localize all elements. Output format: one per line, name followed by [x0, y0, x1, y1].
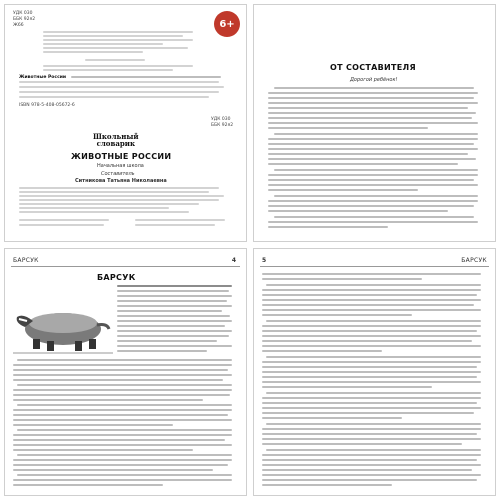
top-spread	[4, 4, 496, 242]
page-5	[253, 248, 496, 496]
running-header: БАРСУК	[13, 257, 39, 264]
bottom-spread	[4, 248, 496, 496]
bbk-code-2: Ж66	[13, 23, 24, 28]
page-number: 5	[262, 257, 267, 264]
page-number: 4	[231, 257, 236, 264]
foreword-greeting: Дорогой ребёнок!	[350, 77, 398, 83]
book-subtitle: Начальная школа	[97, 163, 144, 169]
compiler-name: Ситникова Татьяна Николаевна	[75, 178, 167, 184]
entry-title: БАРСУК	[97, 273, 136, 282]
udk-right: УДК 030	[211, 117, 231, 122]
compiler-label: Составитель	[101, 171, 135, 177]
bbk-right: ББК 92я2	[211, 123, 234, 128]
running-header: БАРСУК	[461, 257, 487, 264]
imprint-book-title: Животные России	[19, 75, 67, 80]
bbk-code: ББК 92я2	[13, 17, 36, 22]
age-rating-badge: 6+	[214, 11, 240, 37]
udk-code: УДК 030	[13, 11, 33, 16]
isbn: ISBN 978-5-408-05672-6	[19, 103, 75, 108]
foreword-title: ОТ СОСТАВИТЕЛЯ	[330, 63, 416, 72]
badger-illustration	[13, 283, 113, 357]
page-4	[4, 248, 247, 496]
publisher-logo: Школьный словарик	[93, 132, 139, 148]
imprint-page	[4, 4, 247, 242]
book-title: ЖИВОТНЫЕ РОССИИ	[71, 152, 172, 161]
foreword-page	[253, 4, 496, 242]
